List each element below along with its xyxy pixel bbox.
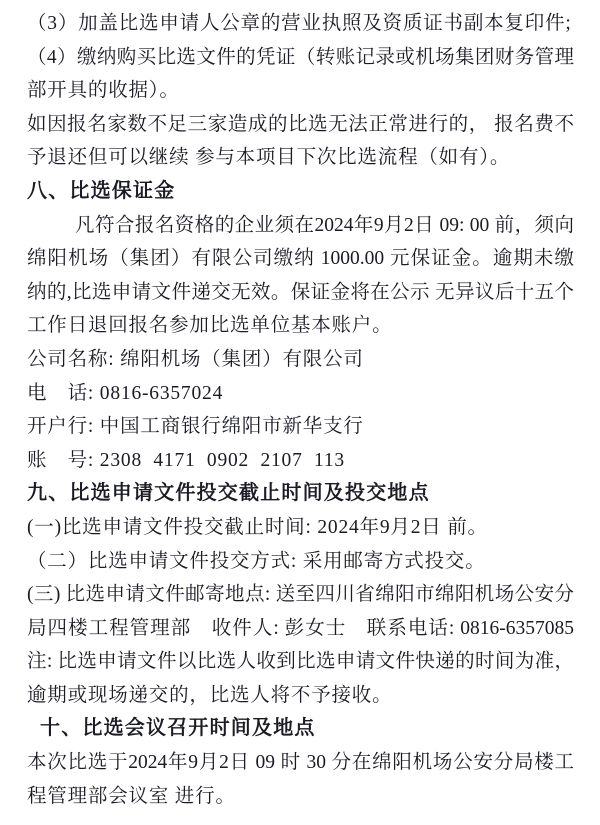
note-line-1: 注: 比选申请文件以比选人收到比选申请文件快递的时间为准，	[27, 651, 574, 673]
heading-section-8: 八、比选保证金	[27, 179, 176, 202]
deposit-paragraph-line-2: 绵阳机场（集团）有限公司缴纳 1000.00 元保证金。逾期未缴	[27, 248, 574, 270]
mail-address-line-2: 局四楼工程管理部 收件人: 彭女士 联系电话: 0816-6357085	[27, 617, 574, 639]
submit-deadline-line: (一)比选申请文件投交截止时间: 2024年9月2日 前。	[27, 516, 488, 538]
refund-note-line-1: 如因报名家数不足三家造成的比选无法正常进行的， 报名费不	[27, 113, 574, 135]
heading-section-9: 九、比选申请文件投交截止时间及投交地点	[27, 482, 430, 505]
deposit-paragraph-line-3: 纳的,比选申请文件递交无效。保证金将在公示 无异议后十五个	[27, 281, 574, 303]
account-number-line: 账 号: 2308 4171 0902 2107 113	[27, 449, 345, 471]
phone-line: 电 话: 0816-6357024	[27, 382, 224, 404]
clause-4-line-2: 部开具的收据）。	[27, 80, 180, 102]
note-line-2: 逾期或现场递交的，比选人将不予接收。	[27, 684, 393, 706]
bank-branch-line: 开户行: 中国工商银行绵阳市新华支行	[27, 416, 364, 438]
clause-4-line-1: （4）缴纳购买比选文件的凭证（转账记录或机场集团财务管理	[27, 46, 574, 68]
deposit-paragraph-line-4: 工作日退回报名参加比选单位基本账户。	[27, 315, 393, 337]
heading-section-10: 十、比选会议召开时间及地点	[40, 717, 316, 740]
deposit-paragraph-line-1: 凡符合报名资格的企业须在2024年9月2日 09: 00 前，须向	[75, 214, 574, 236]
mail-address-line-1: (三) 比选申请文件邮寄地点: 送至四川省绵阳市绵阳机场公安分	[27, 584, 574, 606]
company-name-line: 公司名称: 绵阳机场（集团）有限公司	[27, 348, 364, 370]
meeting-time-line-1: 本次比选于2024年9月2日 09 时 30 分在绵阳机场公安分局楼工	[27, 752, 574, 774]
clause-3-line: （3）加盖比选申请人公章的营业执照及资质证书副本复印件;	[27, 13, 572, 34]
refund-note-line-2: 予退还但可以继续 参与本项目下次比选流程（如有）。	[27, 147, 511, 169]
meeting-time-line-2: 程管理部会议室 进行。	[27, 785, 236, 807]
submit-method-line: （二）比选申请文件投交方式: 采用邮寄方式投交。	[27, 550, 486, 572]
